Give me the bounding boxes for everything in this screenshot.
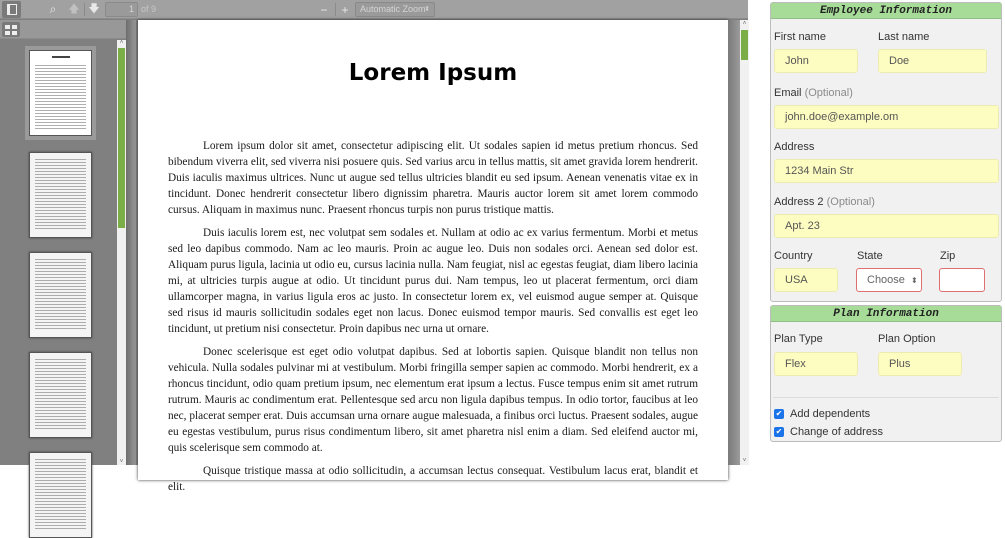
find-button[interactable] [44,1,62,18]
page-thumbnail-4[interactable] [29,352,92,438]
thumbnail-text-lines [35,65,86,129]
document-area [136,20,740,493]
email-input[interactable]: john.doe@example.om [774,105,999,129]
page-thumbnail-2[interactable] [29,152,92,238]
sidebar-resizer[interactable] [126,20,136,465]
optional-hint: (Optional) [804,87,853,99]
state-select-value: Choose [867,274,905,286]
thumbnail-title-line [52,56,70,58]
plan-option-input[interactable]: Plus [878,352,962,376]
scroll-down-icon[interactable]: ˅ [119,459,124,465]
country-input[interactable]: USA [774,268,838,292]
plan-option-label: Plan Option [878,333,936,345]
sidebar-scrollbar[interactable] [117,40,126,465]
page-thumbnail-5[interactable] [29,452,92,538]
grid-icon-cell [12,25,17,29]
plan-information-fieldset [770,305,1002,442]
next-page-button[interactable] [86,1,102,18]
viewer-toolbar [0,0,748,19]
select-caret-icon: ⬍ [910,276,918,285]
sidebar-toolbar [0,20,126,39]
change-of-address-checkbox-row[interactable] [774,426,883,438]
email-label-text: Email [774,87,802,99]
thumbnail-text-lines [35,359,86,431]
address-label: Address [774,141,815,153]
grid-icon-cell [12,31,17,35]
arrow-down-icon: 🡇 [88,3,100,15]
document-page [138,20,728,493]
scroll-down-icon[interactable]: ˅ [742,458,747,464]
minus-icon: − [320,2,328,17]
sidebar-scroll-thumb[interactable] [118,48,125,228]
last-name-label: Last name [878,31,930,43]
address-input[interactable]: 1234 Main Str [774,159,999,183]
sidebar-toggle-button[interactable] [2,1,21,18]
optional-hint: (Optional) [826,196,875,208]
zoom-in-button[interactable] [337,1,353,18]
document-body [168,138,698,502]
page-number-input[interactable]: 1 [105,2,138,17]
paragraph: Quisque tristique massa at odio sollicitudin, a accumsan lectus consequat. Vestibulum lacus erat, blandit et elit. [168,465,698,493]
first-name-input[interactable]: John [774,49,858,73]
zip-label: Zip [940,250,956,262]
zip-input[interactable] [939,268,985,292]
plan-type-input[interactable]: Flex [774,352,858,376]
state-label: State [857,250,883,262]
add-dependents-label: Add dependents [790,408,871,420]
country-label: Country [774,250,813,262]
sidebar-toggle-icon [7,4,17,15]
thumbnail-text-lines [35,159,86,231]
address2-input[interactable]: Apt. 23 [774,214,999,238]
add-dependents-checkbox[interactable]: ✔ [775,409,783,418]
grid-icon-cell [5,31,10,35]
toolbar-separator [84,3,85,16]
search-icon: ⌕ [49,2,57,16]
previous-page-button[interactable] [66,1,82,18]
address2-label [774,196,875,208]
zoom-out-button[interactable] [316,1,332,18]
state-select[interactable] [856,268,922,292]
zoom-select-value: Automatic Zoom [360,4,426,14]
scroll-up-icon[interactable]: ˄ [119,40,124,46]
zoom-select[interactable] [355,2,435,17]
plan-type-label: Plan Type [774,333,823,345]
change-of-address-checkbox[interactable]: ✔ [775,427,783,436]
document-title: Lorem Ipsum [348,60,518,86]
grid-icon [5,25,10,29]
paragraph: Duis iaculis lorem est, nec volutpat sem sodales et. Nullam at odio ac ex varius fermentum. Morbi et metus sed leo dapibus commodo. Nam ac leo mauris. Proin ac augue leo. Duis non sodales orci. Aenean sed dolor est. Aliquam purus ligula, lacinia ut odio eu, cursus lacinia nulla. Nam feugiat, nisl ac egestas feugiat, diam libero lacinia mi, at ultricies turpis augue at odio. Ut tincidunt purus dui. Nam tempus, leo ut placerat fermentum, orci diam ullamcorper magna, in varius ligula eros ac justo. In consectetur lorem ex, vel euismod augue semper at. Quisque sed risus id mauris sollicitudin sodales eget non lacus. Donec euismod tempor mauris. Sed convallis est eget leo tincidunt, ut pretium nisi consectetur. Proin dapibus nec urna ut ornare. [168,227,698,335]
change-of-address-label: Change of address [790,426,883,438]
last-name-input[interactable]: Doe [878,49,987,73]
page-thumbnail-1[interactable] [29,50,92,136]
thumbnail-text-lines [35,459,86,531]
document-scroll-thumb[interactable] [741,30,748,60]
email-label [774,87,853,99]
form-panel [749,0,1005,465]
select-caret-icon: ⬍ [424,6,430,13]
thumbnail-text-lines [35,259,86,331]
fieldset-divider [773,397,999,398]
employee-information-fieldset [770,2,1002,302]
paragraph: Lorem ipsum dolor sit amet, consectetur adipiscing elit. Ut sodales sapien id metus pretium rhoncus. Sed bibendum viverra elit, sed viverra nisi posuere quis. Sed varius arcu in tellus mattis, sit amet gravida lorem hendrerit. Duis iaculis maximus ultrices. Nunc ut augue sed tellus ultricies blandit eu sed ipsum. Aenean venenatis vitae ex in tincidunt. Donec hendrerit consectetur libero dignissim pharetra. Mauris auctor lorem sit amet lorem commodo cursus. Aliquam in maximus nunc. Praesent rhoncus turpis non purus tristique mattis. [168,140,698,216]
thumbnail-view-button[interactable] [2,22,20,37]
first-name-label: First name [774,31,826,43]
plan-information-legend: Plan Information [771,306,1001,322]
address2-label-text: Address 2 [774,196,824,208]
page-count-label: of 9 [141,4,157,14]
page-thumbnail-3[interactable] [29,252,92,338]
add-dependents-checkbox-row[interactable] [774,408,870,420]
arrow-up-icon: 🡅 [68,3,80,15]
document-scrollbar[interactable] [740,20,749,465]
plus-icon: + [341,2,349,17]
document-area-edge [728,20,740,465]
thumbnail-sidebar [0,20,126,465]
paragraph: Donec scelerisque est eget odio volutpat dapibus. Sed at lobortis sapien. Quisque blandit non tellus non vehicula. Nulla sodales pulvinar mi at vestibulum. Morbi fringilla semper sapien ac commodo. Morbi hendrerit, ex a rhoncus tincidunt, odio quam pretium ipsum, nec elementum erat ipsum a lectus. Fusce tempus enim sit amet rutrum rutrum. Mauris ac condimentum erat. Pellentesque sed arcu non ligula dapibus tempus. In odio tortor, faucibus at leo nec, placerat semper erat. Duis accumsan urna ornare augue malesuada, a finibus orci luctus. Praesent sodales, augue eu egestas vestibulum, purus risus condimentum libero, sit amet pharetra nisl enim a diam. Sed eleifend auctor mi, quis scelerisque sem commodo at. [168,346,698,454]
scroll-up-icon[interactable]: ˄ [742,21,747,27]
employee-information-legend: Employee Information [771,3,1001,19]
thumbnail-list [0,40,117,465]
toolbar-separator [335,3,336,16]
